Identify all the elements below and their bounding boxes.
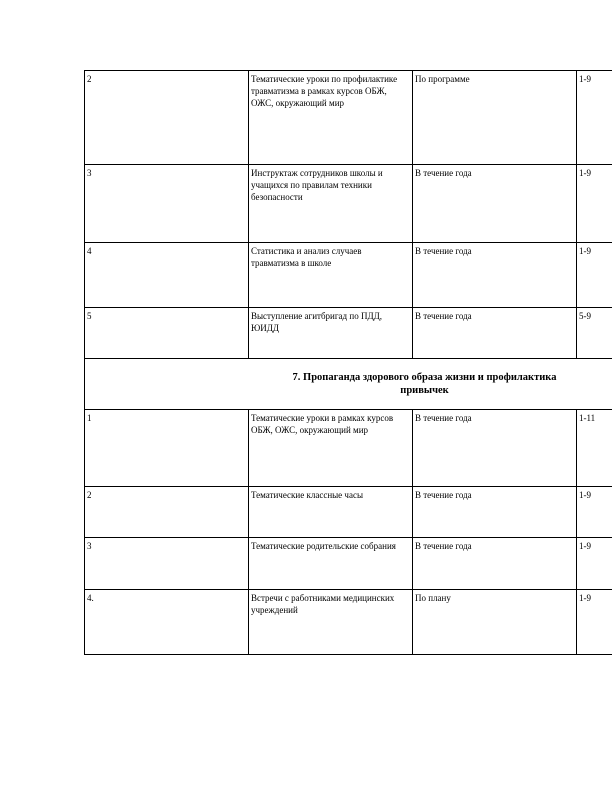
table-row xyxy=(85,165,612,243)
timing-cell: В течение года xyxy=(413,308,577,359)
row-number-cell: 1 xyxy=(85,410,249,487)
activity-cell: Инструктаж сотрудников школы и учащихся по правилам техники безопасности xyxy=(249,165,413,243)
row-number-cell: 4. xyxy=(85,590,249,655)
timing-cell: В течение года xyxy=(413,243,577,308)
timing-cell: В течение года xyxy=(413,487,577,538)
grades-cell: 1-9 xyxy=(577,487,612,538)
table-row xyxy=(85,410,612,487)
timing-cell: По плану xyxy=(413,590,577,655)
row-number-cell: 2 xyxy=(85,71,249,165)
activity-cell: Тематические родительские собрания xyxy=(249,538,413,590)
table-row xyxy=(85,538,612,590)
activity-cell: Встречи с работниками медицинских учреждений xyxy=(249,590,413,655)
grades-cell: 1-9 xyxy=(577,165,612,243)
row-number-cell: 3 xyxy=(85,538,249,590)
activity-cell: Тематические уроки по профилактике травматизма в рамках курсов ОБЖ, ОЖС, окружающий мир xyxy=(249,71,413,165)
activity-cell: Тематические уроки в рамках курсов ОБЖ, ОЖС, окружающий мир xyxy=(249,410,413,487)
table-row xyxy=(85,487,612,538)
timing-cell: В течение года xyxy=(413,165,577,243)
activity-cell: Выступление агитбригад по ПДД, ЮИДД xyxy=(249,308,413,359)
grades-cell: 5-9 xyxy=(577,308,612,359)
grades-cell: 1-9 xyxy=(577,71,612,165)
grades-cell: 1-9 xyxy=(577,538,612,590)
row-number-cell: 2 xyxy=(85,487,249,538)
section-header-row xyxy=(85,359,612,410)
section-header-cell xyxy=(85,359,612,410)
table-row xyxy=(85,71,612,165)
timing-cell: По программе xyxy=(413,71,577,165)
row-number-cell: 3 xyxy=(85,165,249,243)
timing-cell: В течение года xyxy=(413,538,577,590)
grades-cell: 1-9 xyxy=(577,590,612,655)
timing-cell: В течение года xyxy=(413,410,577,487)
section-title-line-1: 7. Пропаганда здорового образа жизни и профилактика xyxy=(292,372,557,383)
table-row xyxy=(85,308,612,359)
activity-plan-table xyxy=(84,70,612,655)
grades-cell: 1-9 xyxy=(577,243,612,308)
table-row xyxy=(85,243,612,308)
activity-cell: Тематические классные часы xyxy=(249,487,413,538)
table-row xyxy=(85,590,612,655)
section-title-line-2: привычек xyxy=(400,385,449,396)
grades-cell: 1-11 xyxy=(577,410,612,487)
row-number-cell: 5 xyxy=(85,308,249,359)
activity-cell: Статистика и анализ случаев травматизма в школе xyxy=(249,243,413,308)
row-number-cell: 4 xyxy=(85,243,249,308)
